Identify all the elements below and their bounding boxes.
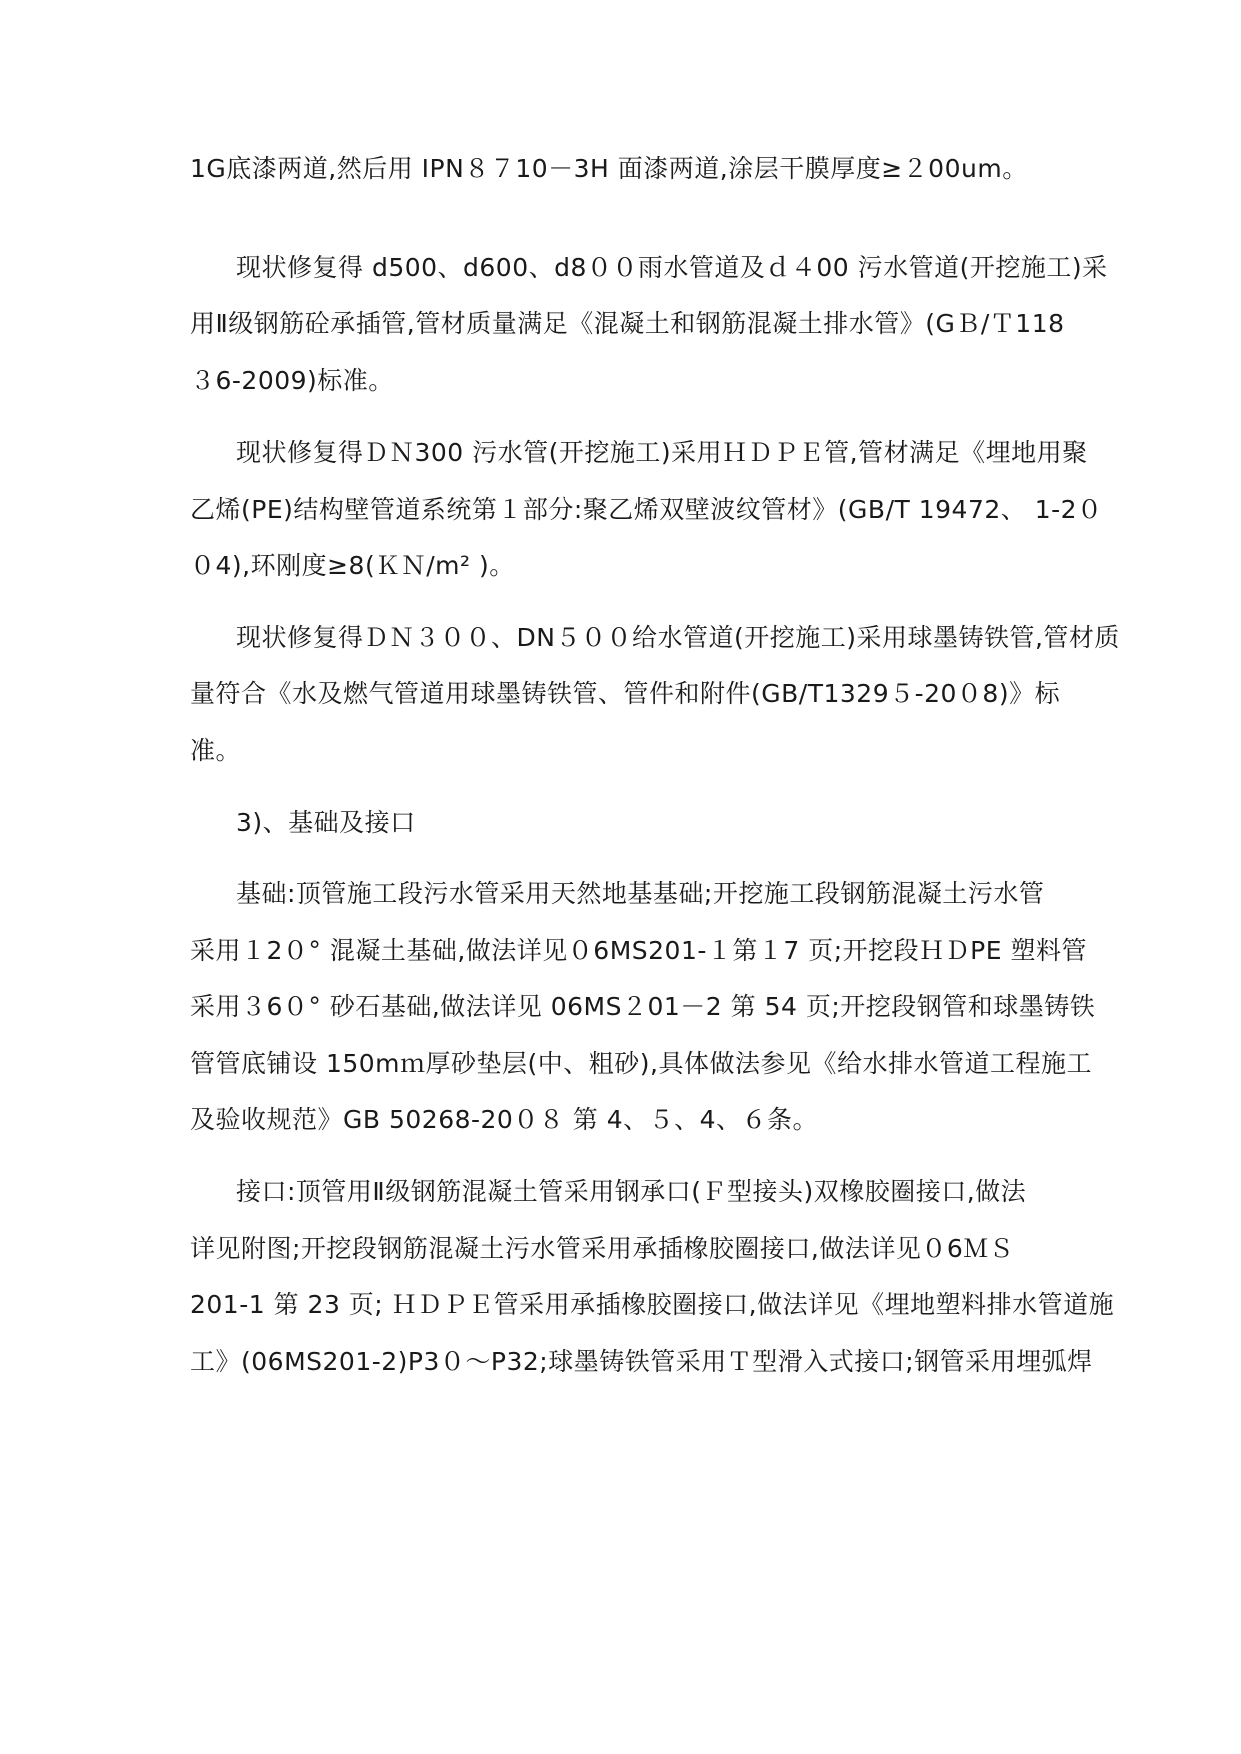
text-line: 量符合《水及燃气管道用球墨铸铁管、管件和附件(GB/T1329５-20０8)》标 bbox=[190, 679, 1061, 708]
text-line: 详见附图;开挖段钢筋混凝土污水管采用承插橡胶圈接口,做法详见０6ＭＳ bbox=[190, 1234, 1015, 1263]
text-line: 用Ⅱ级钢筋砼承插管,管材质量满足《混凝土和钢筋混凝土排水管》(GＢ/Ｔ118 bbox=[190, 309, 1065, 338]
text-line: 采用３6０° 砂石基础,做法详见 06MS２01－2 第 54 页;开挖段钢管和球墨铸铁 bbox=[190, 992, 1096, 1021]
text-line: 201-1 第 23 页; ＨＤＰＥ管采用承插橡胶圈接口,做法详见《埋地塑料排水管道施 bbox=[190, 1290, 1115, 1319]
text-line: ０4),环刚度≥8(ＫＮ/m² )。 bbox=[190, 551, 515, 580]
section-heading: 3)、基础及接口 bbox=[236, 808, 416, 837]
text-line: 乙烯(PE)结构壁管道系统第１部分:聚乙烯双壁波纹管材》(GB/T 19472、 1-2０ bbox=[190, 495, 1103, 524]
text-line: 现状修复得 d500、d600、d8００雨水管道及ｄ４00 污水管道(开挖施工)采 bbox=[236, 253, 1108, 282]
text-line: 管管底铺设 150mｍ厚砂垫层(中、粗砂),具体做法参见《给水排水管道工程施工 bbox=[190, 1049, 1092, 1078]
text-line: 现状修复得ＤＮ300 污水管(开挖施工)采用ＨＤＰＥ管,管材满足《埋地用聚 bbox=[236, 438, 1088, 467]
text-line: 准。 bbox=[190, 736, 242, 765]
text-line: ３6-2009)标准。 bbox=[190, 366, 394, 395]
text-line: 及验收规范》GB 50268-20０８ 第 4、５、4、６条。 bbox=[190, 1105, 819, 1134]
text-line: 基础:顶管施工段污水管采用天然地基基础;开挖施工段钢筋混凝土污水管 bbox=[236, 879, 1045, 908]
text-line: 现状修复得ＤＮ３００、DN５００给水管道(开挖施工)采用球墨铸铁管,管材质 bbox=[236, 623, 1120, 652]
text-line: 接口:顶管用Ⅱ级钢筋混凝土管采用钢承口(Ｆ型接头)双橡胶圈接口,做法 bbox=[236, 1177, 1027, 1206]
text-line: 工》(06MS201-2)P3０～P32;球墨铸铁管采用Ｔ型滑入式接口;钢管采用埋弧焊 bbox=[190, 1347, 1093, 1376]
text-line: 1G底漆两道,然后用 IPN８７10－3H 面漆两道,涂层干膜厚度≥２00um。 bbox=[190, 154, 1028, 183]
text-line: 采用１2０° 混凝土基础,做法详见０6MS201-１第１7 页;开挖段ＨＤPE 塑料管 bbox=[190, 936, 1087, 965]
